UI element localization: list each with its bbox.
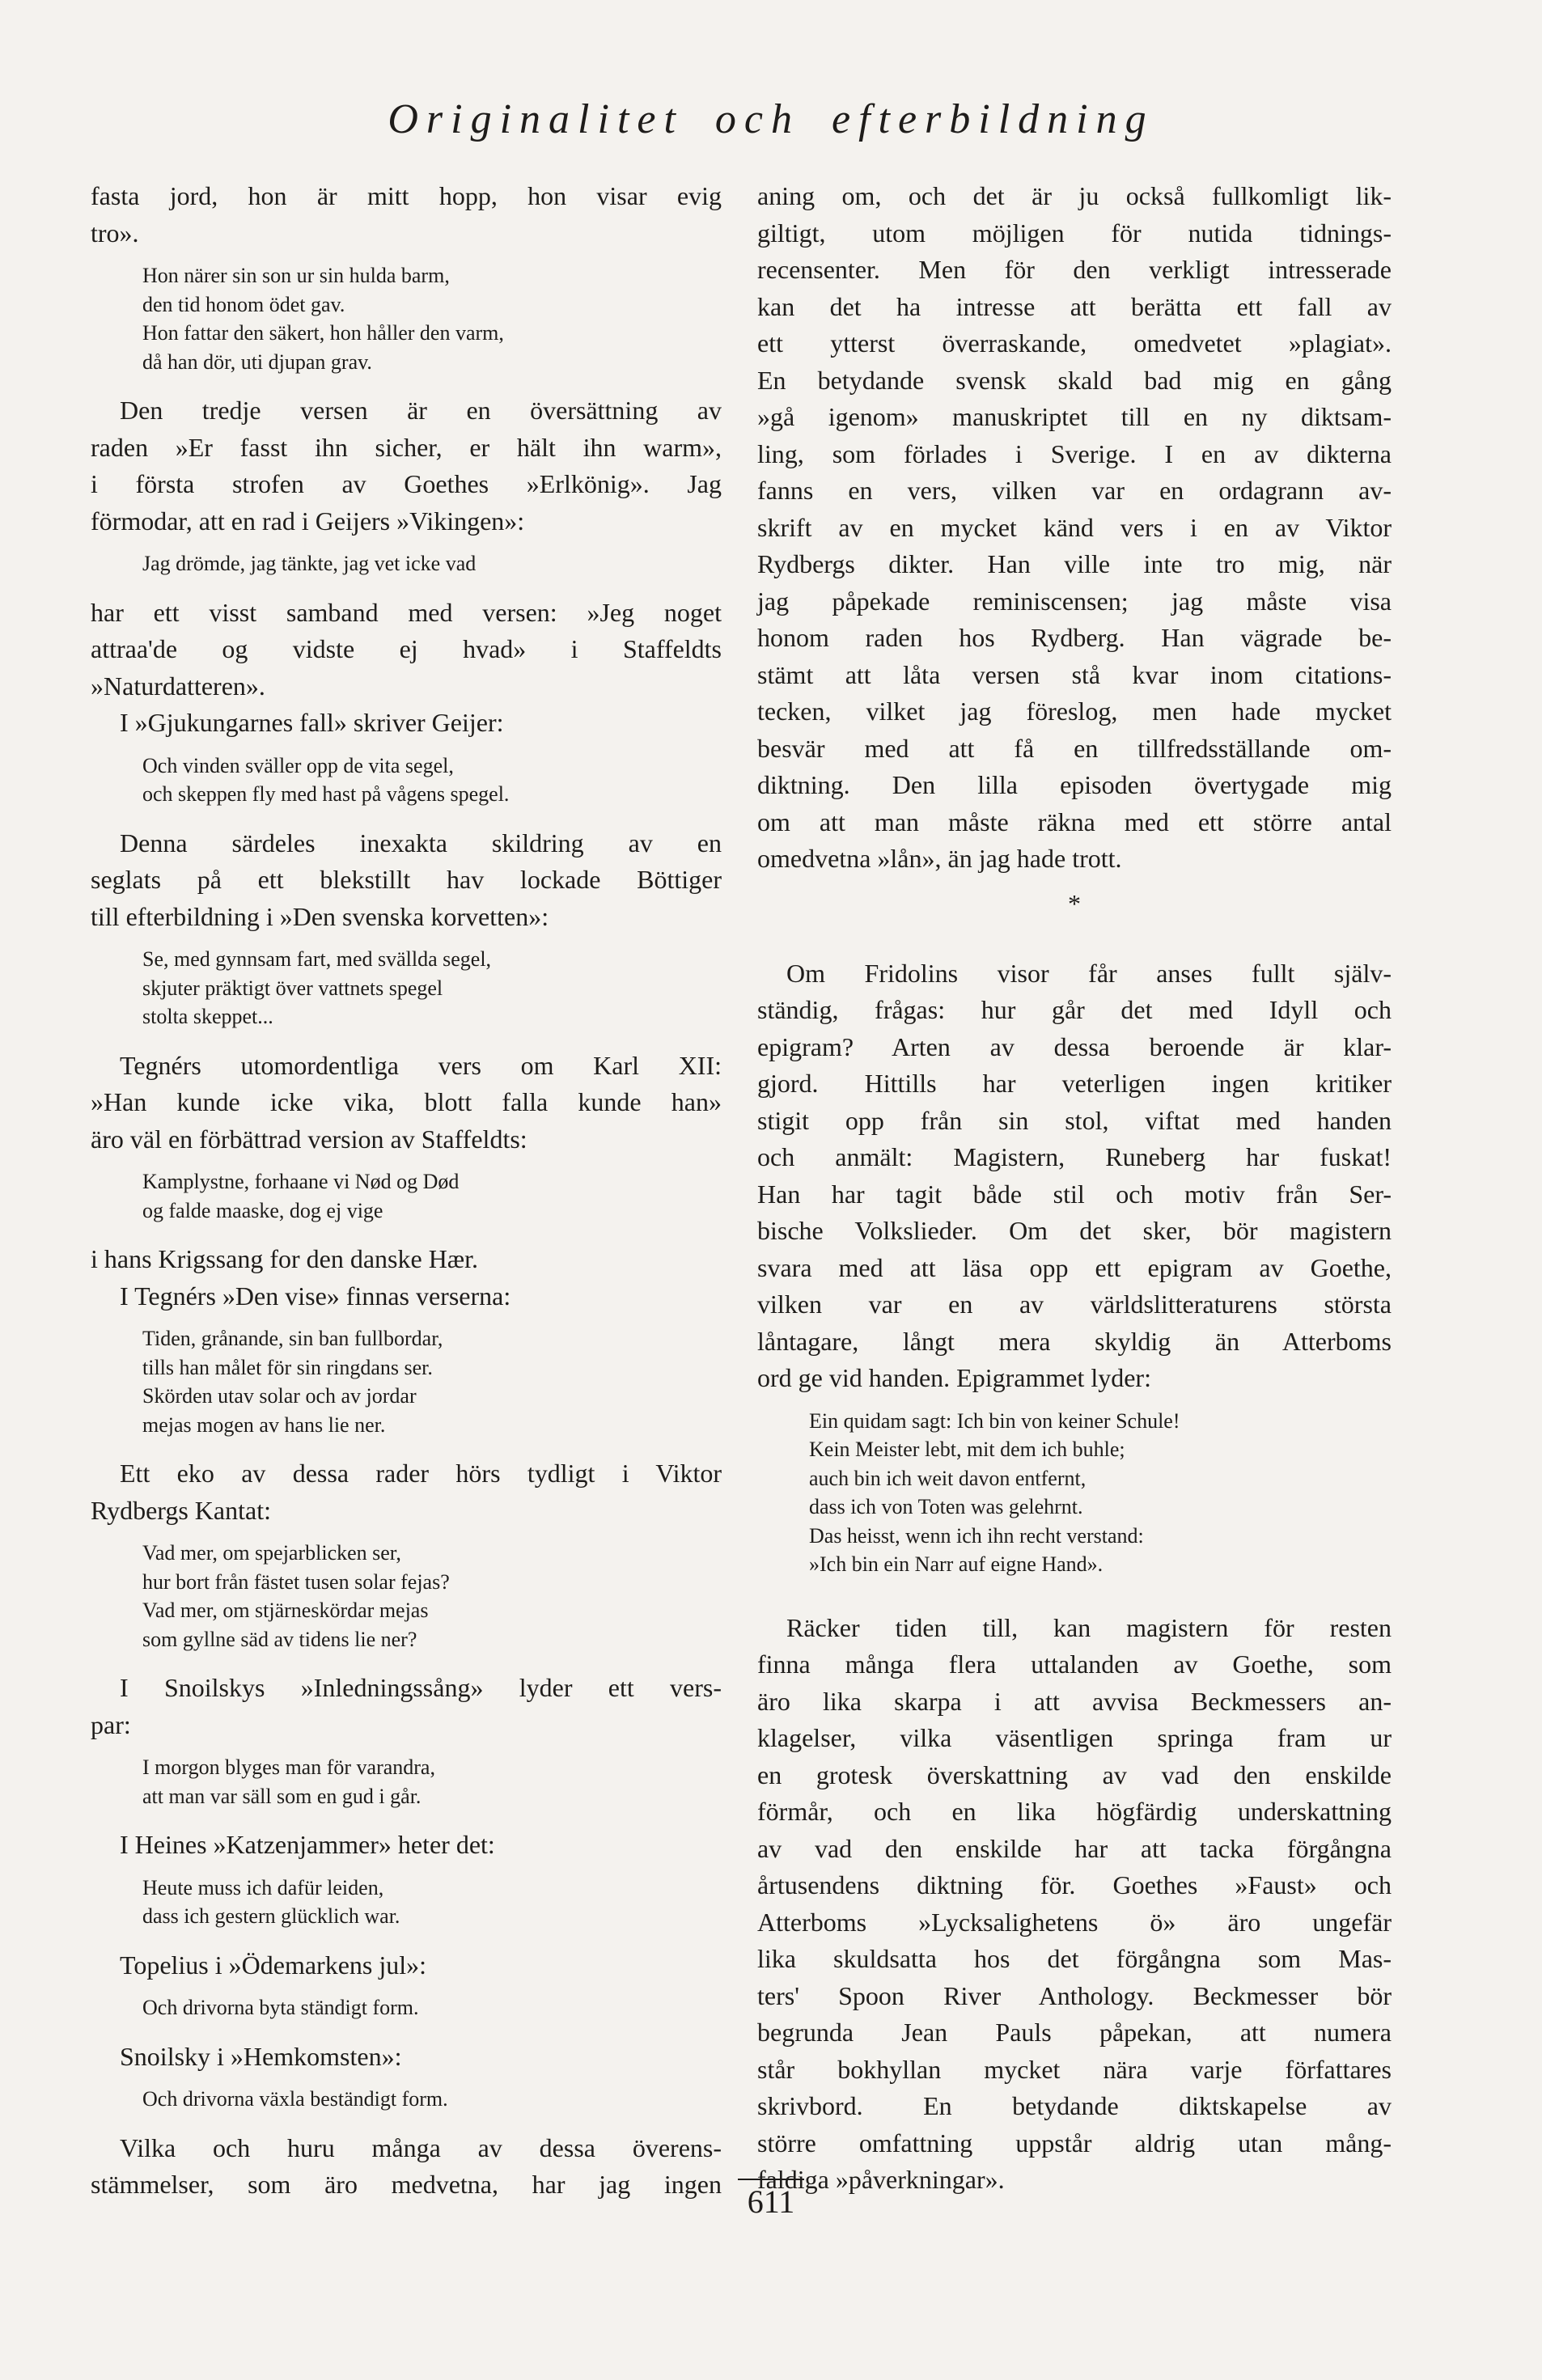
paragraph [91, 825, 722, 936]
verse-line: hur bort från fästet tusen solar fejas? [142, 1569, 450, 1594]
verse-line: dass ich gestern glücklich war. [142, 1904, 400, 1928]
page-number-label: 611 [738, 2179, 805, 2220]
paragraph [91, 1278, 722, 1315]
text-line: ett ytterst överraskande, omedvetet »plagiat». [757, 328, 1392, 358]
text-line: äro lika skarpa i att avvisa Beckmessers an- [757, 1686, 1392, 1716]
verse-line: att man var säll som en gud i går. [142, 1784, 422, 1808]
text-line: svara med att läsa opp ett epigram av Goethe, [757, 1252, 1392, 1282]
text-line: diktning. Den lilla episoden övertygade mig [757, 770, 1392, 799]
text-line: tecken, vilket jag föreslog, men hade mycket [757, 697, 1392, 726]
paragraph [91, 2039, 722, 2076]
verse-quote [142, 945, 722, 1031]
text-line: I Heines »Katzenjammer» heter det: [120, 1830, 495, 1859]
paragraph [757, 1610, 1392, 2199]
text-line: årtusendens diktning för. Goethes »Faust» och [757, 1870, 1392, 1899]
paragraph [91, 1048, 722, 1158]
paragraph [91, 1455, 722, 1529]
text-line: bische Volkslieder. Om det sker, bör magistern [757, 1216, 1392, 1245]
text-line: skrift av en mycket känd vers i en av Viktor [757, 512, 1392, 542]
text-line: och anmält: Magistern, Runeberg har fuskat! [757, 1142, 1392, 1171]
text-line: Denna särdeles inexakta skildring av en [120, 828, 722, 858]
text-line: Snoilsky i »Hemkomsten»: [120, 2041, 402, 2071]
text-line: förmår, och en lika högfärdig underskattning [757, 1797, 1392, 1826]
verse-line: Och vinden sväller opp de vita segel, [142, 753, 454, 777]
text-line: står bokhyllan mycket nära varje författares [757, 2054, 1392, 2084]
text-line: lika skuldsatta hos det förgångna som Mas- [757, 1944, 1392, 1973]
text-line: Ett eko av dessa rader hörs tydligt i Viktor [120, 1459, 722, 1488]
verse-line: Hon fattar den säkert, hon håller den varm, [142, 321, 504, 345]
text-line: fasta jord, hon är mitt hopp, hon visar evig [91, 181, 722, 210]
text-line: raden »Er fasst ihn sicher, er hält ihn warm», [91, 432, 722, 462]
text-line: gjord. Hittills har veterligen ingen kritiker [757, 1069, 1392, 1098]
text-line: av vad den enskilde har att tacka förgångna [757, 1833, 1392, 1863]
verse-line: Das heisst, wenn ich ihn recht verstand: [809, 1523, 1144, 1548]
verse-line: Skörden utav solar och av jordar [142, 1384, 417, 1408]
text-line: i hans Krigssang for den danske Hær. [91, 1244, 479, 1273]
verse-line: Se, med gynnsam fart, med svällda segel, [142, 947, 492, 971]
paragraph [91, 1947, 722, 1984]
verse-line: Heute muss ich dafür leiden, [142, 1875, 384, 1899]
verse-line: Hon närer sin son ur sin hulda barm, [142, 264, 450, 287]
verse-line: som gyllne säd av tidens lie ner? [142, 1627, 417, 1651]
text-line: epigram? Arten av dessa beroende är klar- [757, 1031, 1392, 1061]
text-line: giltigt, utom möjligen för nutida tidnings- [757, 218, 1392, 248]
text-line: I Snoilskys »Inledningssång» lyder ett vers- [120, 1673, 722, 1702]
paragraph [91, 1241, 722, 1278]
verse-line: Tiden, grånande, sin ban fullbordar, [142, 1327, 443, 1350]
text-line: i första strofen av Goethes »Erlkönig». Jag [91, 469, 722, 498]
text-line: vilken var en av världslitteraturens största [757, 1290, 1392, 1319]
text-line: stämt att låta versen stå kvar inom citations- [757, 659, 1392, 689]
verse-line: dass ich von Toten was gelehrnt. [809, 1495, 1083, 1518]
verse-quote [142, 1993, 722, 2022]
text-line: har ett visst samband med versen: »Jeg noget [91, 597, 722, 627]
text-line: recensenter. Men för den verkligt intresserade [757, 255, 1392, 284]
text-line: begrunda Jean Pauls påpekan, att numera [757, 2018, 1392, 2047]
text-line: Tegnérs utomordentliga vers om Karl XII: [120, 1050, 722, 1080]
text-line: ständig, frågas: hur går det med Idyll och [757, 995, 1392, 1024]
verse-line: den tid honom ödet gav. [142, 292, 345, 316]
paragraph [91, 178, 722, 252]
verse-quote [142, 2085, 722, 2114]
paragraph [91, 392, 722, 540]
text-line: ord ge vid handen. Epigrammet lyder: [757, 1363, 1151, 1392]
right-column [757, 178, 1392, 2199]
verse-line: skjuter präktigt över vattnets spegel [142, 976, 443, 1000]
text-line: Atterboms »Lycksalighetens ö» äro ungefär [757, 1907, 1392, 1937]
paragraph [91, 1827, 722, 1864]
verse-line: och skeppen fly med hast på vågens spegel. [142, 782, 510, 806]
verse-line: Vad mer, om stjärneskördar mejas [142, 1599, 429, 1622]
verse-quote [142, 261, 722, 376]
verse-quote [142, 1874, 722, 1931]
text-line: om att man måste räkna med ett större antal [757, 807, 1392, 836]
verse-line: I morgon blyges man för varandra, [142, 1755, 435, 1779]
verse-line: Och drivorna byta ständigt form. [142, 1996, 419, 2019]
text-line: Rydbergs dikter. Han ville inte tro mig, när [757, 549, 1392, 578]
text-line: låntagare, långt mera skyldig än Atterboms [757, 1326, 1392, 1356]
left-column [91, 178, 722, 2204]
verse-line: Kamplystne, forhaane vi Nød og Død [142, 1170, 460, 1193]
text-line: klagelser, vilka väsentligen springa fram ur [757, 1723, 1392, 1752]
text-line: par: [91, 1709, 131, 1739]
text-line: faldiga »påverkningar». [757, 2165, 1005, 2194]
text-line: till efterbildning i »Den svenska korvetten»: [91, 901, 549, 931]
verse-line: auch bin ich weit davon entfernt, [809, 1466, 1087, 1490]
verse-quote [142, 752, 722, 809]
text-line: tro». [91, 218, 139, 248]
text-line: ters' Spoon River Anthology. Beckmesser bör [757, 1980, 1392, 2010]
paragraph [91, 1670, 722, 1743]
text-line: seglats på ett blekstillt hav lockade Böttiger [91, 865, 722, 894]
text-line: äro väl en förbättrad version av Staffeldts: [91, 1124, 527, 1154]
verse-quote [142, 1539, 722, 1654]
verse-line: og falde maaske, dog ej vige [142, 1198, 383, 1222]
text-line: fanns en vers, vilken var en ordagrann av- [757, 476, 1392, 505]
text-line: större omfattning uppstår aldrig utan mång- [757, 2128, 1392, 2158]
verse-line: stolta skeppet... [142, 1005, 273, 1028]
paragraph [757, 955, 1392, 1397]
text-line: En betydande svensk skald bad mig en gång [757, 365, 1392, 395]
text-line: aning om, och det är ju också fullkomligt lik- [757, 181, 1392, 210]
text-line: kan det ha intresse att berätta ett fall av [757, 291, 1392, 321]
text-line: en grotesk överskattning av vad den enskilde [757, 1760, 1392, 1789]
verse-line: Ein quidam sagt: Ich bin von keiner Schule! [809, 1408, 1180, 1433]
page-number [0, 2183, 1542, 2221]
text-line: ling, som förlades i Sverige. I en av dikterna [757, 438, 1392, 468]
verse-line: Jag drömde, jag tänkte, jag vet icke vad [142, 552, 477, 575]
section-separator: * [1068, 888, 1081, 918]
paragraph [757, 178, 1392, 878]
text-line: I Tegnérs »Den vise» finnas verserna: [120, 1281, 511, 1311]
paragraph [91, 705, 722, 742]
verse-line: Vad mer, om spejarblicken ser, [142, 1541, 401, 1565]
verse-line: Och drivorna växla beständigt form. [142, 2087, 448, 2111]
text-line: honom raden hos Rydberg. Han vägrade be- [757, 623, 1392, 652]
text-line: Om Fridolins visor får anses fullt själv- [786, 958, 1392, 988]
verse-quote [809, 1407, 1392, 1579]
text-line: omedvetna »lån», än jag hade trott. [757, 844, 1122, 873]
text-line: Den tredje versen är en översättning av [120, 396, 722, 425]
verse-quote [142, 1324, 722, 1439]
text-line: stämmelser, som äro medvetna, har jag ingen [91, 2170, 722, 2199]
text-line: Topelius i »Ödemarkens jul»: [120, 1950, 427, 1980]
text-line: Han har tagit både stil och motiv från Ser- [757, 1179, 1392, 1209]
text-line: »gå igenom» manuskriptet till en ny diktsam- [757, 402, 1392, 431]
text-line: skrivbord. En betydande diktskapelse av [757, 2091, 1392, 2120]
text-line: stigit opp från sin stol, viftat med handen [757, 1105, 1392, 1135]
verse-line: då han dör, uti djupan grav. [142, 349, 372, 374]
text-line: attraa'de og vidste ej hvad» i Staffeldts [91, 634, 722, 663]
verse-quote [142, 549, 722, 578]
verse-quote [142, 1753, 722, 1810]
verse-line: mejas mogen av hans lie ner. [142, 1412, 386, 1437]
text-line: besvär med att få en tillfredsställande om- [757, 733, 1392, 763]
verse-line: Kein Meister lebt, mit dem ich buhle; [809, 1438, 1125, 1461]
verse-quote [142, 1167, 722, 1225]
running-title: Originalitet och efterbildning [388, 96, 1154, 142]
text-line: »Naturdatteren». [91, 671, 265, 701]
text-line: I »Gjukungarnes fall» skriver Geijer: [120, 708, 504, 737]
verse-line: »Ich bin ein Narr auf eigne Hand». [809, 1552, 1104, 1576]
paragraph [91, 595, 722, 705]
text-line: Vilka och huru många av dessa överens- [120, 2132, 722, 2162]
text-line: Räcker tiden till, kan magistern för resten [786, 1612, 1392, 1642]
text-line: jag påpekade reminiscensen; jag måste visa [757, 586, 1392, 616]
spacer [757, 1595, 1392, 1610]
text-line: Rydbergs Kantat: [91, 1495, 271, 1525]
verse-line: tills han målet för sin ringdans ser. [142, 1355, 433, 1379]
text-line: finna många flera uttalanden av Goethe, som [757, 1649, 1392, 1679]
text-line: förmodar, att en rad i Geijers »Vikingen»: [91, 506, 525, 536]
text-line: »Han kunde icke vika, blott falla kunde han» [91, 1087, 722, 1116]
